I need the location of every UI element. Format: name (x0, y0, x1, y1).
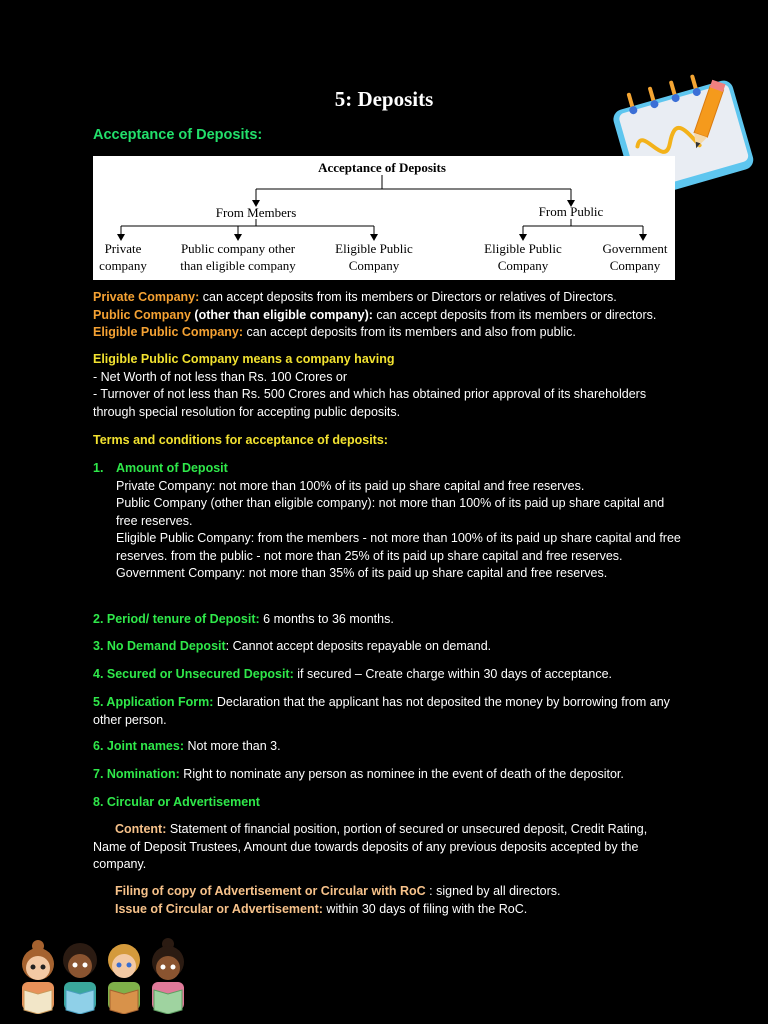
public-company-line (93, 307, 683, 325)
diagram-eligible: Eligible Public (335, 241, 413, 256)
item-2-text: 6 months to 36 months. (259, 612, 394, 626)
diagram-private-2: company (99, 258, 147, 273)
item-2-label: 2. Period/ tenure of Deposit: (93, 612, 260, 626)
item-8 (93, 794, 683, 812)
eligible-definition-line-1: - Net Worth of not less than Rs. 100 Crores or (93, 369, 348, 384)
item-2 (93, 611, 683, 629)
public-company-text: can accept deposits from its members or directors. (372, 307, 657, 322)
item-1-line-3: Eligible Public Company: from the members - not more than 100% of its paid up share capital and free reserves. from the public - not more than 25% of its paid up share capital and free reserves. (116, 531, 681, 563)
item-1-number: 1. (93, 461, 104, 475)
item-1-title: Amount of Deposit (116, 461, 228, 475)
content-label: Content: (115, 822, 167, 836)
item-3 (93, 638, 683, 656)
item-1-line-2: Public Company (other than eligible company): not more than 100% of its paid up share capital and free reserves. (116, 496, 665, 528)
kids-reading-illustration (8, 930, 194, 1014)
item-6-text: Not more than 3. (184, 739, 281, 753)
diagram-public-other: Public company other (180, 241, 296, 256)
eligible-definition (93, 351, 683, 421)
diagram-government: Government (602, 241, 668, 256)
page-title: 5: Deposits (334, 87, 434, 111)
eligible-company-line (93, 324, 683, 342)
item-4-label: 4. Secured or Unsecured Deposit: (93, 667, 294, 681)
item-8-filing (93, 883, 683, 918)
item-3-label: 3. No Demand Deposit (93, 639, 226, 653)
eligible-definition-line-2: - Turnover of not less than Rs. 500 Crores and which has obtained prior approval of its shareholders through special resolution for accepting public deposits. (93, 387, 647, 419)
eligible-company-text: can accept deposits from its members and also from public. (243, 325, 576, 339)
item-5-text: Declaration that the applicant has not deposited the money by borrowing from any other person. (93, 695, 670, 727)
diagram-eligible-public: Eligible Public (484, 241, 562, 256)
item-amount-of-deposit (93, 460, 683, 583)
diagram-eligible-2: Company (348, 258, 400, 273)
item-1-line-4: Government Company: not more than 35% of its paid up share capital and free reserves. (116, 566, 608, 580)
eligible-definition-heading: Eligible Public Company means a company having (93, 352, 395, 366)
item-4 (93, 666, 683, 684)
item-7-text: Right to nominate any person as nominee in the event of death of the depositor. (179, 767, 624, 781)
item-5-label: 5. Application Form: (93, 695, 214, 709)
diagram-private: Private (104, 241, 142, 256)
item-7 (93, 766, 683, 784)
intro-block (93, 289, 683, 342)
public-company-label: Public Company (93, 307, 191, 322)
issue-label: Issue of Circular or Advertisement: (115, 901, 323, 916)
private-company-line (93, 289, 683, 307)
item-5 (93, 694, 683, 729)
eligible-company-label: Eligible Public Company: (93, 325, 244, 339)
terms-heading: Terms and conditions for acceptance of deposits: (93, 433, 388, 447)
content-text: Statement of financial position, portion of secured or unsecured deposit, Credit Rating, Name of Deposit Trustees, Amount due towards deposits of any previous deposits accepted by the company. (93, 822, 648, 871)
item-3-text: : Cannot accept deposits repayable on demand. (225, 639, 492, 653)
private-company-label: Private Company: (93, 290, 200, 304)
item-8-content (93, 821, 683, 874)
diagram-public-other-2: than eligible company (180, 258, 296, 273)
filing-label: Filing of copy of Advertisement or Circular with RoC (115, 884, 426, 898)
item-8-label: 8. Circular or Advertisement (93, 795, 260, 809)
diagram-government-2: Company (609, 258, 661, 273)
item-1-heading (93, 460, 683, 478)
item-6 (93, 738, 683, 756)
issue-text: within 30 days of filing with the RoC. (322, 901, 528, 916)
item-1-line-1: Private Company: not more than 100% of its paid up share capital and free reserves. (116, 478, 585, 493)
diagram-from-public: From Public (538, 204, 604, 219)
filing-text: : signed by all directors. (425, 884, 561, 898)
acceptance-diagram (93, 156, 675, 280)
diagram-root: Acceptance of Deposits (318, 160, 446, 175)
diagram-from-members: From Members (215, 205, 297, 220)
diagram-eligible-public-2: Company (497, 258, 549, 273)
public-company-label-2: (other than eligible company): (190, 307, 373, 322)
item-7-label: 7. Nomination: (93, 767, 180, 781)
private-company-text: can accept deposits from its members or Directors or relatives of Directors. (199, 290, 617, 304)
item-6-label: 6. Joint names: (93, 739, 184, 753)
section-heading-acceptance: Acceptance of Deposits: (93, 127, 263, 143)
item-4-text: if secured – Create charge within 30 days of acceptance. (293, 667, 613, 681)
